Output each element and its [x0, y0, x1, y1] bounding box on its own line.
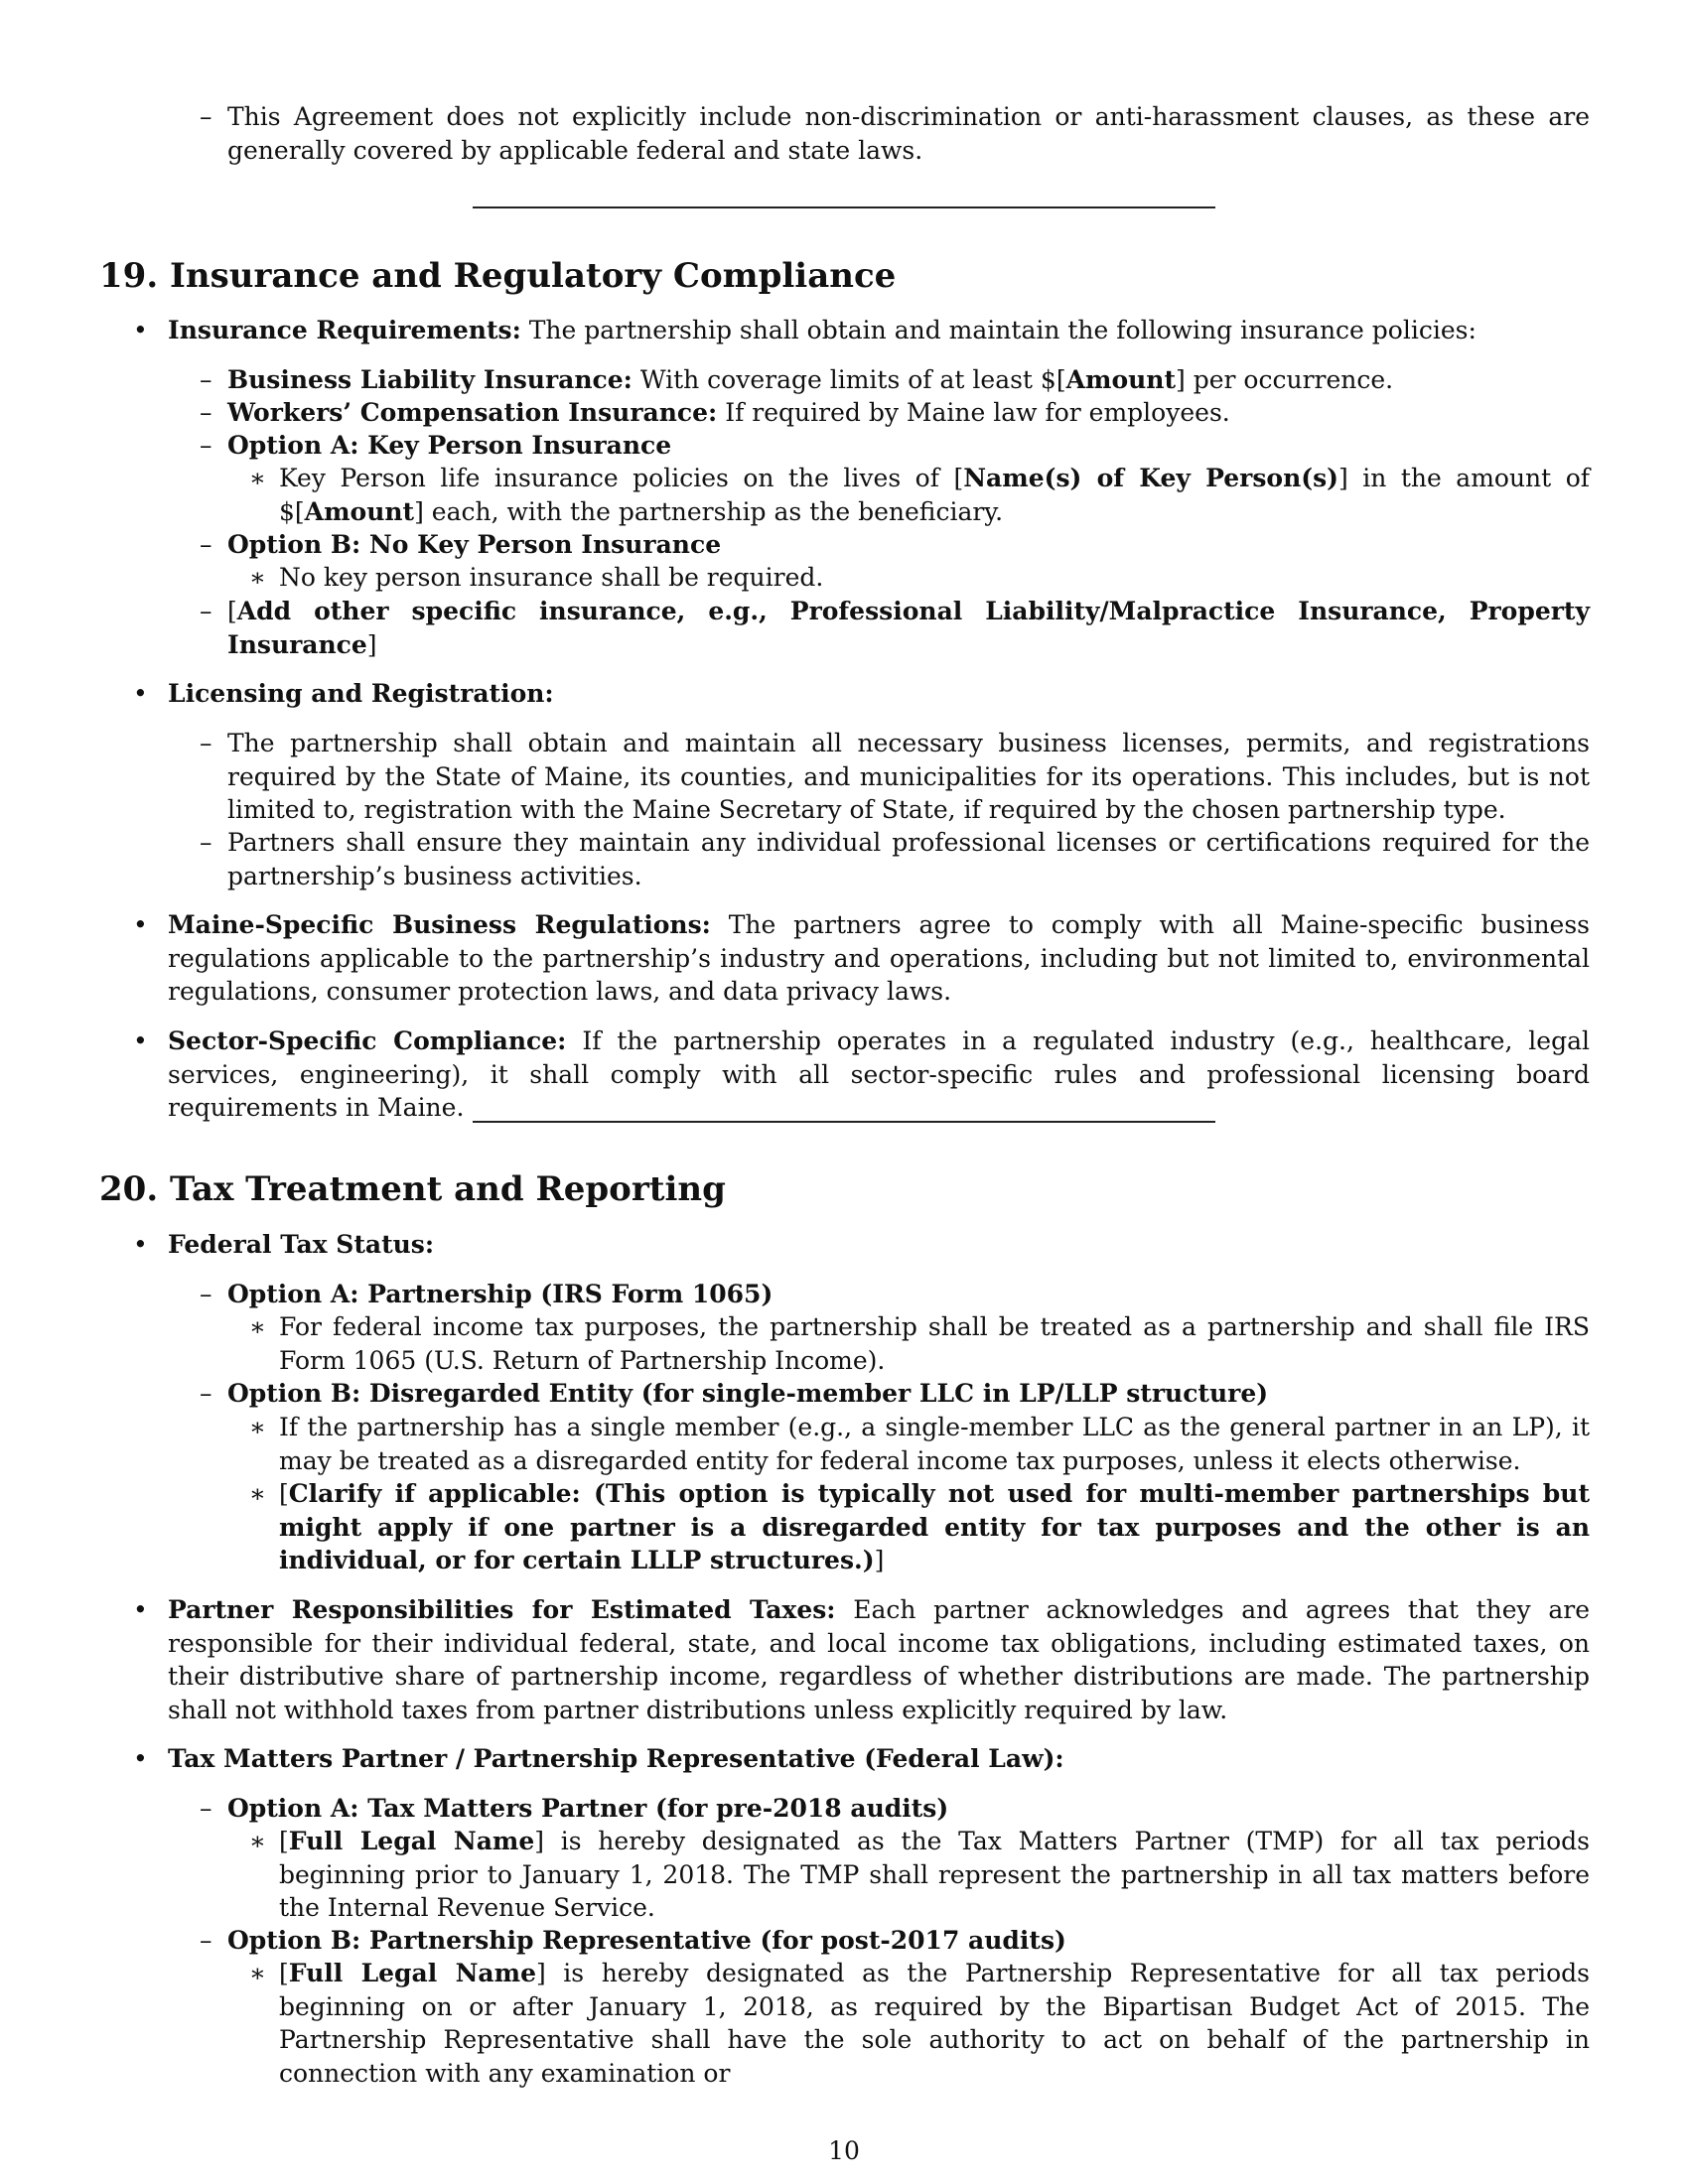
bullet-marker: •: [133, 679, 148, 708]
page-number: 10: [828, 2136, 860, 2165]
list-item: [249, 462, 1590, 528]
dash-marker: –: [200, 597, 212, 625]
list-item: [133, 908, 1590, 1009]
list-item: [133, 1593, 1590, 1726]
dash-marker: –: [200, 1379, 212, 1408]
item-text: If the partnership has a single member (e.g., a single-member LLC as the general partner in an LP), it may be treated as a disregarded entity for federal income tax purposes, unless it elects otherwise.: [279, 1413, 1590, 1475]
list-item: [249, 1825, 1590, 1925]
bullet-marker: •: [133, 316, 148, 344]
item-text: Partners shall ensure they maintain any individual professional licenses or certifications required for the partnership’s business activities.: [227, 828, 1590, 890]
bracket: [: [227, 597, 237, 625]
list-item: [249, 561, 1590, 595]
dash-marker: –: [200, 365, 212, 394]
star-marker: ∗: [249, 1312, 266, 1341]
star-marker: ∗: [249, 1479, 266, 1508]
list-item: [249, 1310, 1590, 1377]
item-text: With coverage limits of at least $[: [632, 365, 1066, 394]
list-item: [200, 826, 1590, 892]
list-item: [133, 1742, 1590, 1776]
dash-marker: –: [200, 1794, 212, 1823]
list-item: [249, 1411, 1590, 1477]
list-item: [249, 1957, 1590, 2090]
option-heading: Option B: Disregarded Entity (for single-member LLC in LP/LLP structure): [227, 1379, 1269, 1408]
list-item: [200, 1278, 1590, 1311]
list-item: [200, 528, 1590, 562]
item-label: Licensing and Registration:: [168, 679, 554, 708]
dash-marker: –: [200, 1280, 212, 1308]
list-item: [200, 429, 1590, 463]
placeholder-field: Add other specific insurance, e.g., Professional Liability/Malpractice Insurance, Property Insurance: [227, 597, 1590, 659]
bullet-marker: •: [133, 1744, 148, 1773]
item-text: ] each, with the partnership as the beneficiary.: [414, 496, 1004, 526]
section-heading: 20. Tax Treatment and Reporting: [99, 1169, 726, 1209]
list-item: [249, 1477, 1590, 1577]
section-heading: 19. Insurance and Regulatory Compliance: [99, 256, 897, 296]
item-text: The partnership shall obtain and maintain the following insurance policies:: [520, 316, 1477, 344]
dash-marker: –: [200, 828, 212, 857]
bullet-marker: •: [133, 1595, 148, 1624]
item-label: Tax Matters Partner / Partnership Representative (Federal Law):: [168, 1744, 1064, 1773]
dash-marker: –: [200, 1926, 212, 1955]
dash-marker: –: [200, 398, 212, 427]
item-text: ] in the amount of $[: [279, 464, 1591, 526]
item-text: No key person insurance shall be required.: [279, 563, 824, 592]
dash-marker: –: [200, 431, 212, 460]
item-text: Each partner acknowledges and agrees that they are responsible for their individual federal, state, and local income tax obligations, including estimated taxes, on their distributive share of partnership income, regardless of whether distributions are made. The partnership shall not withhold taxes from partner distributions unless explicitly required by law.: [168, 1595, 1590, 1724]
star-marker: ∗: [249, 1413, 266, 1441]
item-label: Business Liability Insurance:: [227, 365, 633, 394]
bracket: [: [279, 1827, 289, 1855]
item-text: ] is hereby designated as the Partnership Representative for all tax periods beginning on or after January 1, 2018, as required by the Bipartisan Budget Act of 2015. The Partnership Representative shall have the sole authority to act on behalf of the partnership in connection with any examination or: [279, 1959, 1590, 2088]
item-label: Federal Tax Status:: [168, 1230, 435, 1259]
list-item: [200, 1792, 1590, 1826]
bracket: ]: [366, 629, 377, 659]
list-item: [133, 1024, 1590, 1125]
star-marker: ∗: [249, 1959, 266, 1987]
option-heading: Option B: No Key Person Insurance: [227, 530, 722, 559]
option-heading: Option A: Tax Matters Partner (for pre-2018 audits): [227, 1794, 949, 1823]
item-label: Maine-Specific Business Regulations:: [168, 910, 711, 939]
item-text: If required by Maine law for employees.: [717, 398, 1230, 427]
list-item: [200, 595, 1590, 661]
list-item: [200, 396, 1590, 430]
section-divider: [473, 206, 1215, 208]
bracket: ]: [874, 1546, 885, 1574]
placeholder-field: Name(s) of Key Person(s): [963, 464, 1339, 492]
list-item-text: This Agreement does not explicitly include non-discrimination or anti-harassment clauses, as these are generally covered by applicable federal and state laws.: [227, 102, 1590, 165]
bullet-marker: •: [133, 1026, 148, 1055]
option-heading: Option A: Key Person Insurance: [227, 431, 672, 460]
placeholder-field: Full Legal Name: [288, 1827, 535, 1855]
placeholder-field: Full Legal Name: [288, 1959, 536, 1987]
option-heading: Option B: Partnership Representative (for post-2017 audits): [227, 1926, 1066, 1955]
star-marker: ∗: [249, 1827, 266, 1855]
item-text: If the partnership operates in a regulated industry (e.g., healthcare, legal services, engineering), it shall comply with all sector-specific rules and professional licensing board requirements in Maine.: [168, 1026, 1590, 1122]
item-label: Workers’ Compensation Insurance:: [227, 398, 718, 427]
star-marker: ∗: [249, 464, 266, 492]
placeholder-field: Amount: [304, 496, 415, 526]
dash-marker: –: [200, 729, 212, 757]
section-divider: [473, 1121, 1215, 1123]
option-heading: Option A: Partnership (IRS Form 1065): [227, 1280, 774, 1308]
list-item: [200, 1377, 1590, 1411]
list-item: [200, 363, 1590, 397]
list-item: [133, 677, 1590, 711]
placeholder-field: Amount: [1065, 365, 1177, 394]
list-item: [133, 1228, 1590, 1262]
item-text: ] is hereby designated as the Tax Matters Partner (TMP) for all tax periods beginning prior to January 1, 2018. The TMP shall represent the partnership in all tax matters before the Internal Revenue Service.: [279, 1827, 1590, 1922]
star-marker: ∗: [249, 563, 266, 592]
item-text: Key Person life insurance policies on the lives of [: [279, 464, 964, 492]
list-item: [200, 100, 1590, 167]
dash-marker: –: [200, 530, 212, 559]
bullet-marker: •: [133, 1230, 148, 1259]
bracket: [: [279, 1479, 289, 1508]
list-item: [133, 314, 1590, 347]
item-text: For federal income tax purposes, the partnership shall be treated as a partnership and shall file IRS Form 1065 (U.S. Return of Partnership Income).: [279, 1312, 1590, 1375]
placeholder-field: Clarify if applicable: (This option is typically not used for multi-member partnerships but might apply if one partner is a disregarded entity for tax purposes and the other is an individual, or for certain LLLP structures.): [279, 1479, 1590, 1574]
item-text: The partners agree to comply with all Maine-specific business regulations applicable to the partnership’s industry and operations, including but not limited to, environmental regulations, consumer protection laws, and data privacy laws.: [168, 910, 1590, 1006]
item-label: Sector-Specific Compliance:: [168, 1026, 567, 1055]
list-item: [200, 1924, 1590, 1958]
item-label: Insurance Requirements:: [168, 316, 521, 344]
item-text: ] per occurrence.: [1176, 365, 1394, 394]
item-label: Partner Responsibilities for Estimated Taxes:: [168, 1595, 836, 1624]
bullet-marker: •: [133, 910, 148, 939]
item-text: The partnership shall obtain and maintain all necessary business licenses, permits, and registrations required by the State of Maine, its counties, and municipalities for its operations. This includes, but is not limited to, registration with the Maine Secretary of State, if required by the chosen partnership type.: [227, 729, 1590, 824]
dash-marker: –: [200, 102, 212, 131]
list-item: [200, 727, 1590, 827]
bracket: [: [279, 1959, 289, 1987]
